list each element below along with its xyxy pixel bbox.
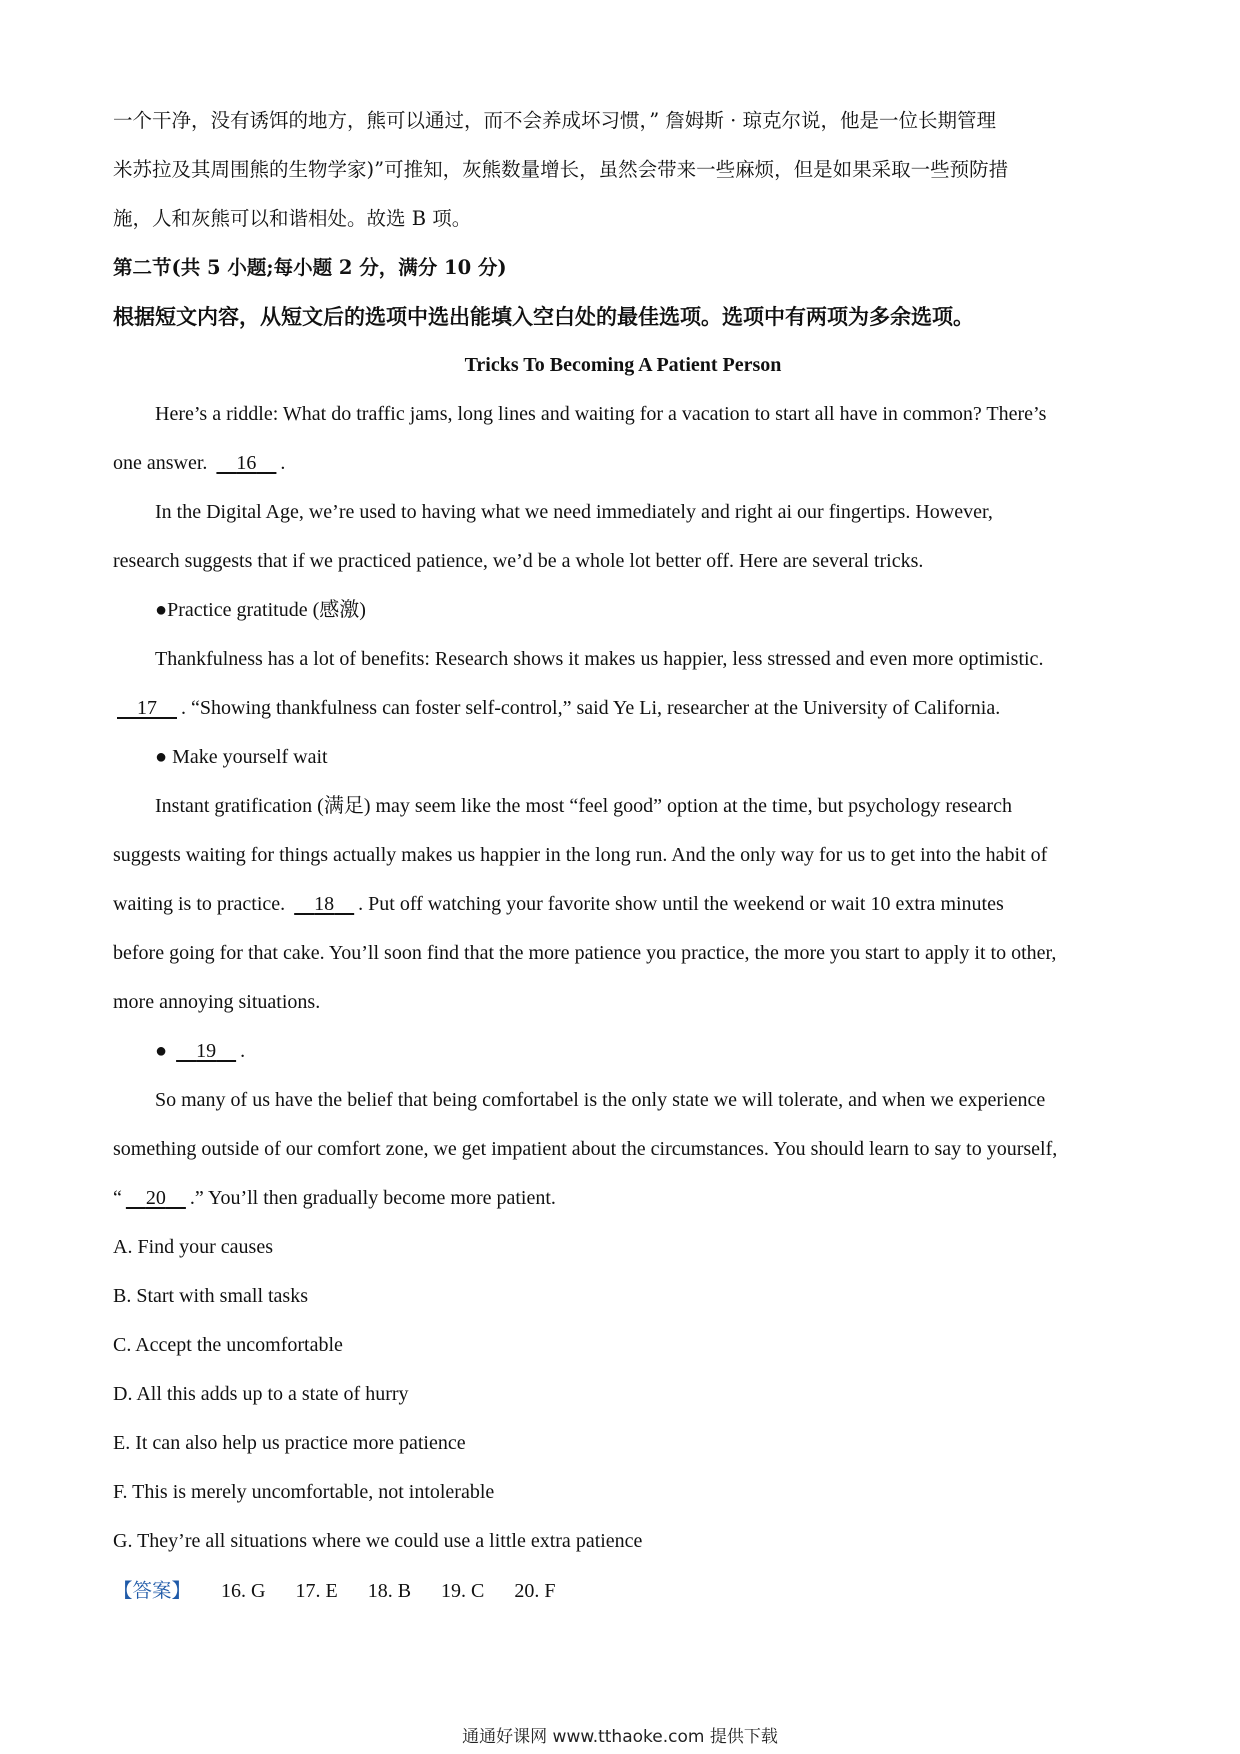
text: . <box>280 452 286 474</box>
paragraph-2-line-1: In the Digital Age, we’re used to having what we need immediately and right ai our fingertips. However, <box>155 501 993 523</box>
paragraph-2-line-2: research suggests that if we practiced patience, we’d be a whole lot better off. Here are several tricks. <box>113 550 924 572</box>
section-heading: 第二节(共 5 小题;每小题 2 分，满分 10 分) <box>113 256 507 279</box>
blank-20: 20 <box>145 1187 166 1209</box>
intro-line-2: 米苏拉及其周围熊的生物学家)”可推知，灰熊数量增长，虽然会带来一些麻烦，但是如果采取一些预防措 <box>113 158 1009 181</box>
blank-18: 18 <box>314 893 335 915</box>
paragraph-3-line-1: Thankfulness has a lot of benefits: Research shows it makes us happier, less stressed and even more optimistic. <box>155 648 1044 670</box>
intro-line-1: 一个干净，没有诱饵的地方，熊可以通过，而不会养成坏习惯，” 詹姆斯 · 琼克尔说，他是一位长期管理 <box>113 109 997 132</box>
paragraph-4-line-1: Instant gratification (满足) may seem like the most “feel good” option at the time, but psychology research <box>155 795 1012 817</box>
blank-16: 16 <box>236 452 257 474</box>
paragraph-5-line-1: So many of us have the belief that being comfortabel is the only state we will tolerate, and when we experience <box>155 1089 1046 1111</box>
section-instruction: 根据短文内容，从短文后的选项中选出能填入空白处的最佳选项。选项中有两项为多余选项。 <box>113 304 974 329</box>
subheading-practice-gratitude: ●Practice gratitude (感激) <box>155 599 366 621</box>
option-b: B. Start with small tasks <box>113 1285 308 1307</box>
paragraph-3-line-2 <box>113 684 1133 733</box>
answer-17: 17. E <box>295 1580 338 1602</box>
answer-19: 19. C <box>441 1580 485 1602</box>
paragraph-4-line-4: before going for that cake. You’ll soon find that the more patience you practice, the more you start to apply it to other, <box>113 942 1057 964</box>
answer-16: 16. G <box>221 1580 266 1602</box>
paragraph-1-line-1: Here’s a riddle: What do traffic jams, long lines and waiting for a vacation to start all have in common? There’s <box>155 403 1047 425</box>
paragraph-4-line-5: more annoying situations. <box>113 991 321 1013</box>
subheading-blank-19 <box>113 1027 1133 1076</box>
option-g: G. They’re all situations where we could use a little extra patience <box>113 1530 643 1552</box>
answer-tag: 【答案】 <box>113 1579 192 1602</box>
text: one answer. <box>113 452 213 474</box>
option-a: A. Find your causes <box>113 1236 273 1258</box>
subheading-make-yourself-wait: ● Make yourself wait <box>155 746 328 768</box>
paragraph-5-line-2: something outside of our comfort zone, we get impatient about the circumstances. You should learn to say to yourself, <box>113 1138 1058 1160</box>
paragraph-5-line-3 <box>113 1174 1133 1223</box>
text: “ <box>113 1187 122 1209</box>
option-f: F. This is merely uncomfortable, not intolerable <box>113 1481 495 1503</box>
text: . Put off watching your favorite show until the weekend or wait 10 extra minutes <box>358 893 1004 915</box>
article-title: Tricks To Becoming A Patient Person <box>464 354 782 376</box>
document-page <box>113 96 1133 1616</box>
text: .” You’ll then gradually become more patient. <box>189 1187 556 1209</box>
text: waiting is to practice. <box>113 893 291 915</box>
blank-17: 17 <box>137 697 157 719</box>
text: . “Showing thankfulness can foster self-control,” said Ye Li, researcher at the University of California. <box>181 697 1001 719</box>
paragraph-4-line-2: suggests waiting for things actually makes us happier in the long run. And the only way for us to get into the habit of <box>113 844 1048 866</box>
paragraph-1-line-2 <box>113 439 1133 488</box>
answer-18: 18. B <box>367 1580 412 1602</box>
footer-watermark: 通通好课网 www.tthaoke.com 提供下载 <box>462 1727 778 1747</box>
blank-19: 19 <box>196 1040 217 1062</box>
answer-20: 20. F <box>514 1580 556 1602</box>
answer-line <box>113 1566 1133 1616</box>
text: . <box>240 1040 246 1062</box>
option-d: D. All this adds up to a state of hurry <box>113 1383 409 1405</box>
intro-line-3: 施，人和灰熊可以和谐相处。故选 B 项。 <box>113 207 472 230</box>
option-e: E. It can also help us practice more patience <box>113 1432 466 1454</box>
bullet: ● <box>155 1040 173 1062</box>
paragraph-4-line-3 <box>113 880 1133 929</box>
option-c: C. Accept the uncomfortable <box>113 1334 343 1356</box>
